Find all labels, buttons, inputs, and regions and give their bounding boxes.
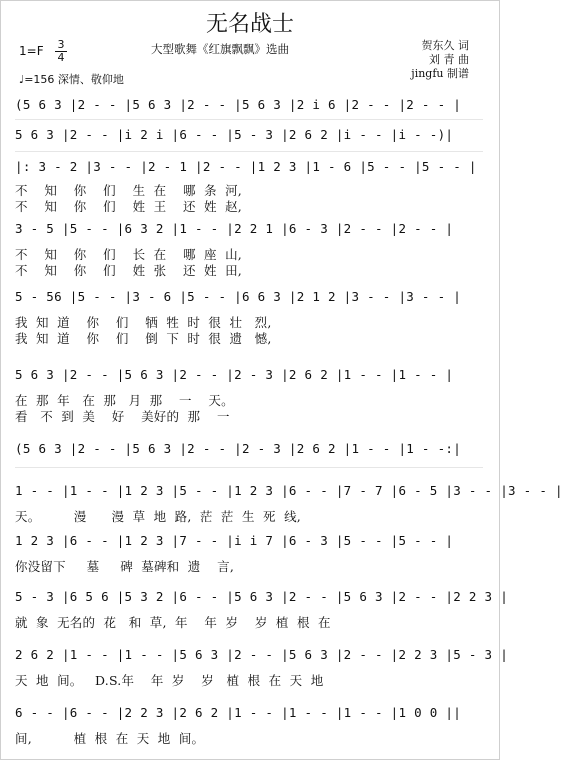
time-signature-top: 3 [55, 39, 67, 52]
tempo-marking: ♩=156 深情、敬仰地 [19, 73, 124, 86]
notation-line: 3 - 5 |5 - - |6 3 2 |1 - - |2 2 1 |6 - 3 |2 - - |2 - - | [15, 221, 454, 236]
time-signature-bottom: 4 [57, 51, 65, 64]
notation-line: 5 - 56 |5 - - |3 - 6 |5 - - |6 6 3 |2 1 2 |3 - - |3 - - | [15, 289, 462, 304]
notation-line: 1 2 3 |6 - - |1 2 3 |7 - - |i i 7 |6 - 3 |5 - - |5 - - | [15, 533, 454, 548]
divider [15, 467, 483, 468]
lyric-line: 不 知 你 们 长 在 哪 座 山, [15, 247, 242, 262]
lyric-line: 看 不 到 美 好 美好的 那 一 [15, 409, 230, 424]
lyric-line: 天 地 间。 D.S.年 年 岁 岁 植 根 在 天 地 [15, 673, 324, 688]
lyricist-credit: 贺东久 词 [421, 39, 469, 52]
notation-line: 2 6 2 |1 - - |1 - - |5 6 3 |2 - - |5 6 3 |2 - - |2 2 3 |5 - 3 | [15, 647, 509, 662]
lyric-line: 我 知 道 你 们 倒 下 时 很 遗 憾, [15, 331, 272, 346]
notation-line: (5 6 3 |2 - - |5 6 3 |2 - - |2 - 3 |2 6 2 |1 - - |1 - -:| [15, 441, 462, 456]
lyric-line: 在 那 年 在 那 月 那 一 天。 [15, 393, 234, 408]
divider [15, 119, 483, 120]
song-title: 无名战士 [205, 12, 294, 37]
lyric-line: 不 知 你 们 姓 王 还 姓 赵, [15, 199, 242, 214]
lyric-line: 间, 植 根 在 天 地 间。 [15, 731, 205, 746]
divider [15, 151, 483, 152]
time-signature [55, 39, 67, 64]
notation-line: (5 6 3 |2 - - |5 6 3 |2 - - |5 6 3 |2 i 6 |2 - - |2 - - | [15, 97, 462, 112]
song-subtitle: 大型歌舞《红旗飘飘》选曲 [151, 42, 289, 56]
lyric-line: 你没留下 墓 碑 墓碑和 遗 言, [15, 559, 234, 574]
lyric-line: 天。 漫 漫 草 地 路, 茫 茫 生 死 线, [15, 509, 301, 524]
credits [379, 39, 469, 81]
lyric-line: 不 知 你 们 姓 张 还 姓 田, [15, 263, 242, 278]
lyric-line: 我 知 道 你 们 牺 牲 时 很 壮 烈, [15, 315, 272, 330]
notation-line: 5 6 3 |2 - - |i 2 i |6 - - |5 - 3 |2 6 2 |i - - |i - -)| [15, 127, 454, 142]
notation-line: 5 - 3 |6 5 6 |5 3 2 |6 - - |5 6 3 |2 - - |5 6 3 |2 - - |2 2 3 | [15, 589, 509, 604]
lyric-line: 不 知 你 们 生 在 哪 条 河, [15, 183, 242, 198]
notation-line: 1 - - |1 - - |1 2 3 |5 - - |1 2 3 |6 - - |7 - 7 |6 - 5 |3 - - |3 - - | [15, 483, 563, 498]
producer-credit: jingfu 制谱 [411, 67, 469, 80]
notation-line: |: 3 - 2 |3 - - |2 - 1 |2 - - |1 2 3 |1 - 6 |5 - - |5 - - | [15, 159, 477, 174]
key-signature: 1=F [19, 44, 44, 58]
composer-credit: 刘 青 曲 [429, 53, 469, 66]
notation-line: 6 - - |6 - - |2 2 3 |2 6 2 |1 - - |1 - - |1 - - |1 0 0 || [15, 705, 462, 720]
lyric-line: 就 象 无名的 花 和 草, 年 年 岁 岁 植 根 在 [15, 615, 331, 630]
notation-line: 5 6 3 |2 - - |5 6 3 |2 - - |2 - 3 |2 6 2 |1 - - |1 - - | [15, 367, 454, 382]
